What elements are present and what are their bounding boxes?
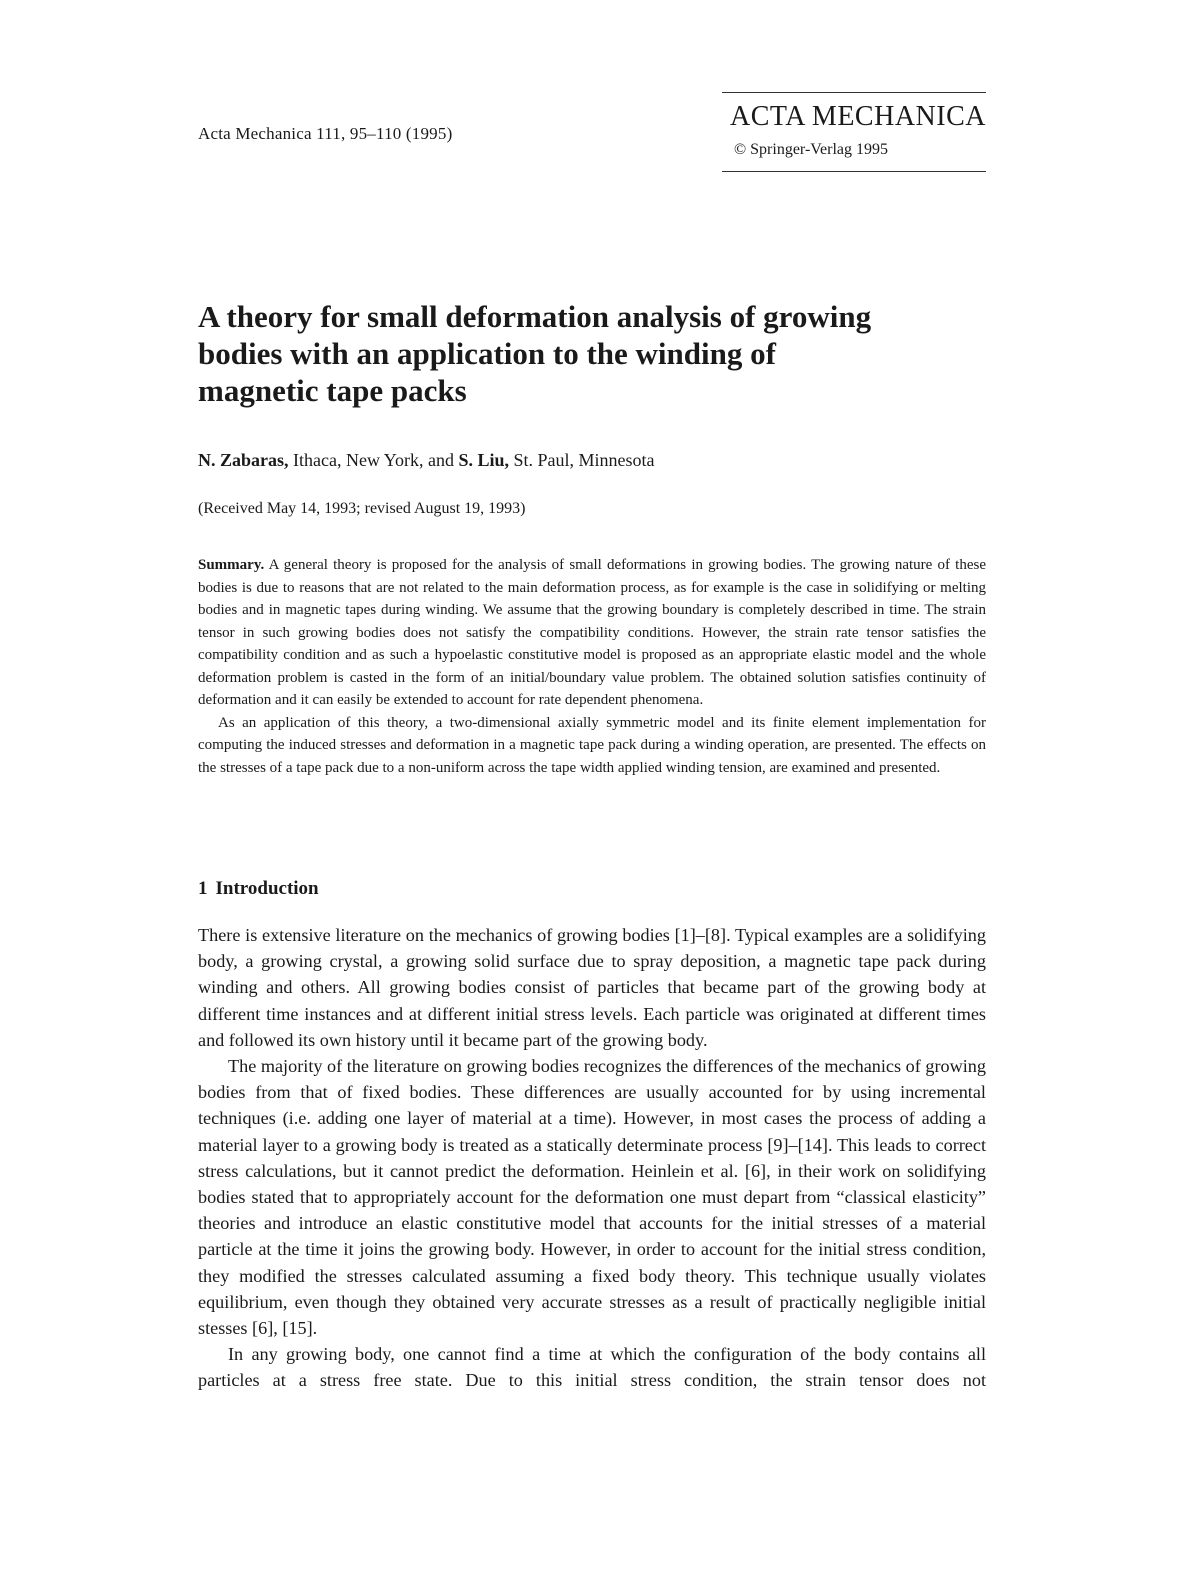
body-paragraph: There is extensive literature on the mechanics of growing bodies [1]–[8]. Typical examples are a solidifying body, a growing crystal, a growing solid surface due to spray deposition, a magnetic tape pack during winding and others. All growing bodies consist of particles that became part of the growing body at different time instances and at different initial stress levels. Each particle was originated at different times and followed its own history until it became part of the growing body. [198, 925, 986, 1050]
section-heading-introduction [198, 878, 319, 900]
author-2-location: St. Paul, Minnesota [509, 450, 655, 470]
summary-paragraph-1 [198, 554, 986, 712]
journal-name: ACTA MECHANICA [730, 101, 986, 132]
body-paragraph: In any growing body, one cannot find a time at which the configuration of the body contains all particles at a stress free state. Due to this initial stress condition, the strain tensor does not [198, 1344, 986, 1391]
summary-abstract [198, 554, 986, 779]
author-1-name: N. Zabaras, [198, 450, 289, 470]
article-title: A theory for small deformation analysis of growing bodies with an application to the winding of magnetic tape packs [198, 299, 872, 408]
summary-paragraph-2: As an application of this theory, a two-dimensional axially symmetric model and its finite element implementation for computing the induced stresses and deformation in a magnetic tape pack during a winding operation, are presented. The effects on the stresses of a tape pack due to a non-uniform across the tape width applied winding tension, are examined and presented. [198, 714, 986, 776]
summary-paragraph-1-text: A general theory is proposed for the analysis of small deformations in growing bodies. The growing nature of these bodies is due to reasons that are not related to the main deformation process, as for example is the case in solidifying or melting bodies and in magnetic tapes during winding. We assume that the growing boundary is completely described in time. The strain tensor in such growing bodies does not satisfy the compatibility conditions. However, the strain rate tensor satisfies the compatibility condition and as such a hypoelastic constitutive model is proposed as an appropriate elastic model and the whole deformation problem is casted in the form of an initial/boundary value problem. The obtained solution satisfies continuity of deformation and it can easily be extended to account for rate dependent phenomena. [198, 557, 986, 708]
author-1-location: Ithaca, New York, and [288, 450, 459, 470]
body-paragraph: The majority of the literature on growing bodies recognizes the differences of the mechanics of growing bodies from that of fixed bodies. These differences are usually accounted for by using incremental techniques (i.e. adding one layer of material at a time). However, in most cases the process of adding a material layer to a growing body is treated as a statically determinate process [9]–[14]. This leads to correct stress calculations, but it cannot predict the deformation. Heinlein et al. [6], in their work on solidifying bodies stated that to appropriately account for the deformation one must depart from “classical elasticity” theories and introduce an elastic constitutive model that accounts for the initial stresses of a material particle at the time it joins the growing body. However, in order to account for the initial stress condition, they modified the stresses calculated assuming a fixed body theory. This technique usually violates equilibrium, even though they obtained very accurate stresses as a result of practically negligible initial stesses [6], [15]. [198, 1056, 986, 1339]
summary-label: Summary. [198, 557, 265, 573]
journal-masthead [722, 92, 986, 172]
journal-citation: Acta Mechanica 111, 95–110 (1995) [198, 124, 453, 143]
received-dates: (Received May 14, 1993; revised August 19, 1993) [198, 500, 526, 517]
author-line [198, 450, 655, 471]
section-number: 1 [198, 878, 208, 899]
author-2-name: S. Liu, [458, 450, 510, 470]
introduction-body [198, 922, 986, 1394]
copyright-notice: © Springer-Verlag 1995 [734, 141, 889, 158]
section-title: Introduction [215, 878, 319, 899]
